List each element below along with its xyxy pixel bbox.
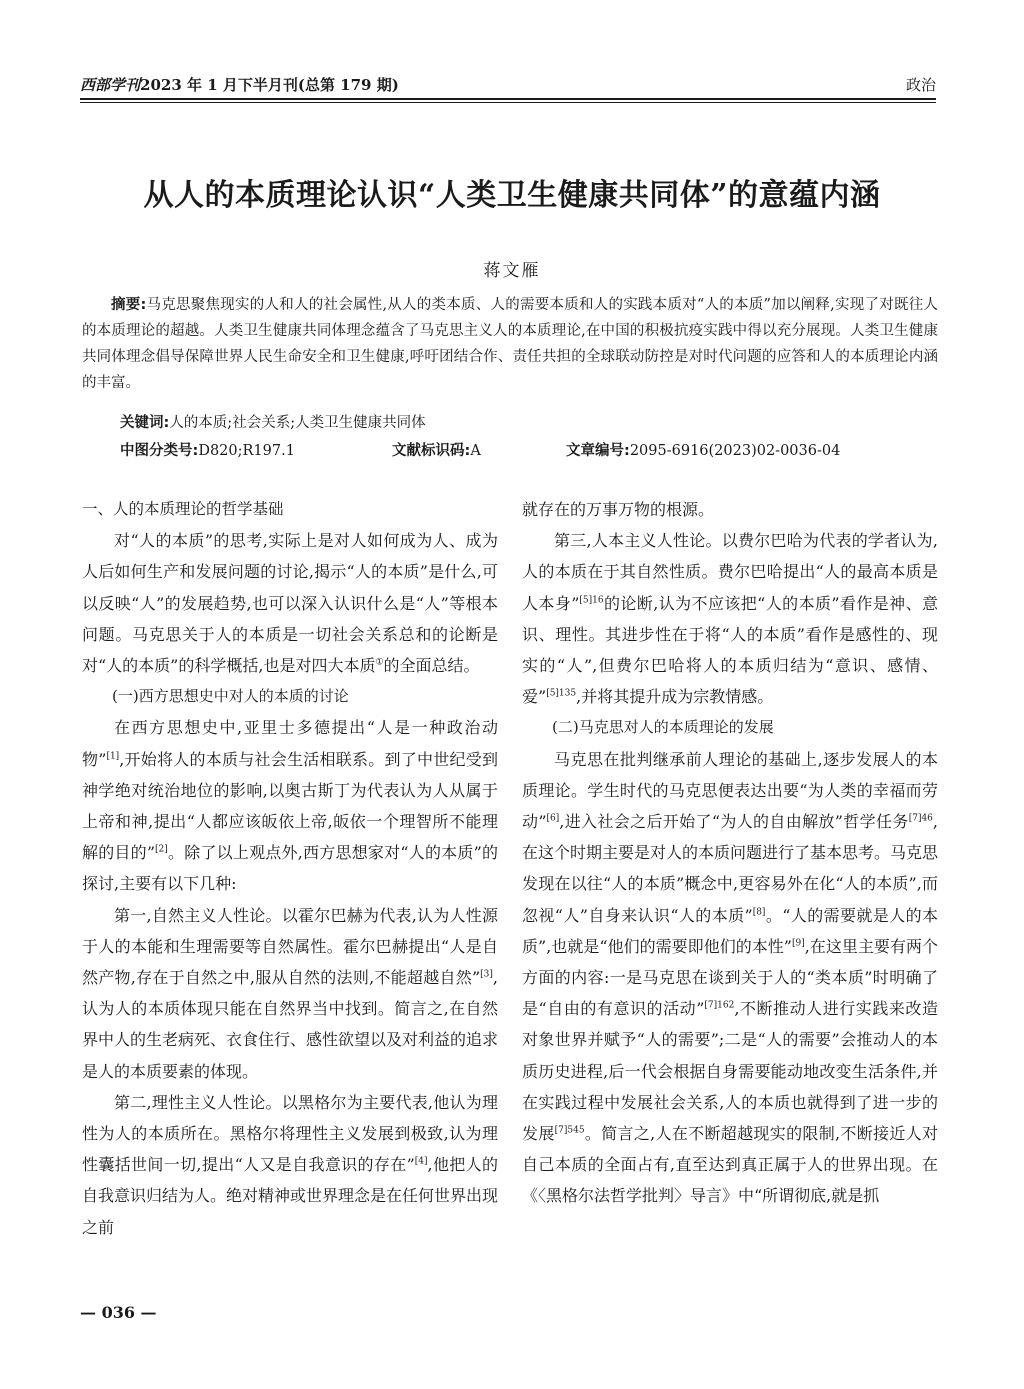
header-rule-thick	[80, 98, 936, 100]
text: ,并将其提升成为宗教情感。	[576, 687, 774, 707]
citation: [1]	[106, 751, 120, 762]
citation: [9]	[791, 938, 805, 949]
clc-label: 中图分类号:	[120, 443, 199, 459]
classification-line	[120, 438, 938, 464]
text: 对“人的本质”的思考,实际上是对人如何成为人、成为人后如何生产和发展问题的讨论,揭示“人的本质”是什么,可以反映“人”的发展趋势,也可以深入认识什么是“人”等根本问题。马克思关于人的本质是一切社会关系总和的论断是对“人的本质”的科学概括,也是对四大本质	[82, 531, 498, 676]
subsection-heading: (一)西方思想史中对人的本质的讨论	[112, 687, 349, 706]
doc-label: 文献标识码:	[392, 443, 471, 459]
text: ,进入社会之后开始了“为人的自由解放”哲学任务	[559, 812, 909, 832]
doc-value: A	[470, 443, 481, 459]
section-heading: 一、人的本质理论的哲学基础	[82, 500, 284, 518]
header-rule-thin	[80, 102, 936, 103]
paragraph-continued: 就存在的万事万物的根源。	[522, 500, 715, 519]
header-left	[80, 74, 399, 95]
paragraph	[82, 1087, 498, 1243]
abstract-label: 摘要:	[111, 297, 147, 313]
page-number: — 036 —	[80, 1303, 157, 1322]
paragraph	[82, 525, 498, 681]
citation: [7]545	[554, 1125, 585, 1136]
text: ,认为人的本质体现只能在自然界当中找到。简言之,在自然界中人的生老病死、衣食住行、感性欲望以及对利益的追求是人的本质要素的体现。	[82, 968, 499, 1081]
clc-code	[120, 443, 295, 459]
text: 。简言之,人在不断超越现实的限制,不断接近人对自己本质的全面占有,直至达到真正属于人的世界出现。在《〈黑格尔法哲学批判〉导言》中“所谓彻底,就是抓	[522, 1124, 938, 1206]
text: 的论断,认为不应该把“人的本质”看作是神、意识、理性。其进步性在于将“人的本质”看作是感性的、现实的“人”,但费尔巴哈将人的本质归结为“意识、感情、爱”	[522, 593, 938, 707]
citation: [5]135	[546, 688, 577, 699]
text: 在西方思想史中,亚里士多德提出“人是一种政治动物”	[82, 718, 498, 769]
abstract-text: 马克思聚焦现实的人和人的社会属性,从人的类本质、人的需要本质和人的实践本质对“人的本质”加以阐释,实现了对既往人的本质理论的超越。人类卫生健康共同体理念蕴含了马克思主义人的本质理论,在中国的积极抗疫实践中得以充分展现。人类卫生健康共同体理念倡导保障世界人民生命安全和卫生健康,呼吁团结合作、责任共担的全球联动防控是对时代问题的应答和人的本质理论内涵的丰富。	[82, 297, 938, 391]
paragraph	[522, 744, 938, 1212]
footnote-mark: ①	[375, 657, 384, 668]
paragraph	[82, 712, 498, 899]
text: ,不断推动人进行实践来改造对象世界并赋予“人的需要”;二是“人的需要”会推动人的本质历史进程,后一代会根据自身需要能动地改变生活条件,并在实践过程中发展社会关系,人的本质也就得到了进一步的发展	[522, 999, 938, 1144]
text: ,他把人的自我意识归结为人。绝对精神或世界理念是在任何世界出现之前	[82, 1155, 499, 1237]
citation: [8]	[752, 907, 766, 918]
left-column	[82, 494, 498, 1243]
citation: [2]	[155, 844, 168, 855]
citation: [3]	[480, 969, 493, 980]
citation: [7]46	[908, 813, 933, 824]
paper-title: 从人的本质理论认识“人类卫生健康共同体”的意蕴内涵	[143, 178, 881, 213]
author-name: 蒋文雁	[483, 261, 541, 281]
journal-logo: 西部学刊	[80, 76, 141, 94]
keywords-label: 关键词:	[120, 415, 170, 431]
text: ,在这里主要有两个方面的内容:一是马克思在谈到关于人的“类本质”时明确了是“自由的有意识的活动”	[522, 936, 938, 1019]
subsection-heading: (二)马克思对人的本质理论的发展	[552, 718, 774, 737]
text: 。“人的需要就是人的本质”,也就是“他们的需要即他们的本性”	[522, 905, 938, 956]
text: ,在这个时期主要是对人的本质问题进行了基本思考。马克思发现在以往“人的本质”概念中,更容易外在化“人的本质”,而忽视“人”自身来认识“人的本质”	[522, 812, 939, 925]
citation: [4]	[414, 1156, 428, 1167]
section-name: 政治	[905, 76, 936, 94]
running-header	[80, 74, 936, 98]
keywords-text: 人的本质;社会关系;人类卫生健康共同体	[169, 415, 426, 431]
doc-code	[392, 438, 481, 464]
abstract	[82, 292, 938, 396]
keywords	[120, 410, 938, 436]
text: 马克思在批判继承前人理论的基础上,逐步发展人的本质理论。学生时代的马克思便表达出要“为人类的幸福而劳动”	[522, 749, 938, 832]
citation: [6]	[546, 813, 560, 824]
article-label: 文章编号:	[566, 443, 630, 459]
article-value: 2095-6916(2023)02-0036-04	[629, 443, 841, 459]
text: 。除了以上观点外,西方思想家对“人的本质”的探讨,主要有以下几种:	[82, 843, 498, 894]
paragraph	[82, 900, 498, 1087]
text: 的全面总结。	[383, 656, 480, 676]
text: 第一,自然主义人性论。以霍尔巴赫为代表,认为人性源于人的本能和生理需要等自然属性。霍尔巴赫提出“人是自然产物,存在于自然之中,服从自然的法则,不能超越自然”	[82, 905, 498, 988]
clc-value: D820;R197.1	[198, 443, 295, 459]
right-column	[522, 494, 938, 1212]
paragraph	[522, 525, 938, 712]
issue-info: 2023 年 1 月下半月刊(总第 179 期)	[140, 76, 399, 94]
citation: [7]162	[704, 1000, 735, 1011]
text: 第二,理性主义人性论。以黑格尔为主要代表,他认为理性为人的本质所在。黑格尔将理性主义发展到极致,认为理性囊括世间一切,提出“人又是自我意识的存在”	[82, 1092, 498, 1175]
article-number	[566, 438, 840, 464]
text: ,开始将人的本质与社会生活相联系。到了中世纪受到神学绝对统治地位的影响,以奥古斯丁为代表认为人从属于上帝和神,提出“人都应该皈依上帝,皈依一个理智所不能理解的目的”	[82, 749, 498, 863]
text: 第三,人本主义人性论。以费尔巴哈为代表的学者认为,人的本质在于其自然性质。费尔巴哈提出“人的最高本质是人本身”	[522, 531, 938, 613]
citation: [5]16	[579, 595, 604, 606]
